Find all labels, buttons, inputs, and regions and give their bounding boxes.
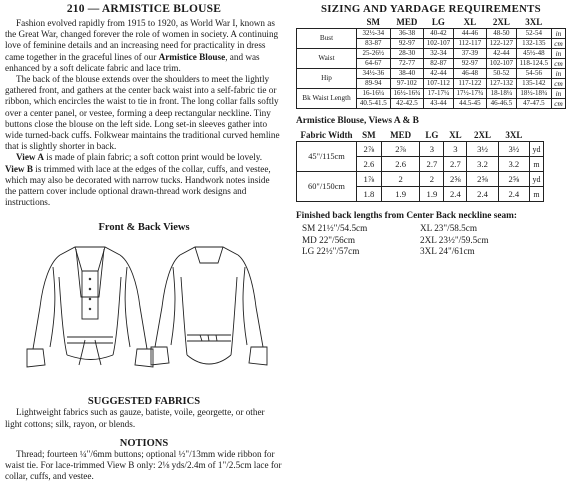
- yardage-header-blank: [530, 129, 544, 142]
- sizing-header-row: [297, 16, 566, 29]
- view-a-text: is made of plain fabric; a soft cotton print would be lovely.: [43, 152, 263, 163]
- fabrics-text: Lightweight fabrics such as gauze, batiste, voile, georgette, or other light cottons; silk, rayon, or blends.: [5, 407, 265, 429]
- unit-cell: yd: [530, 172, 544, 187]
- table-cell: 3½: [498, 142, 529, 157]
- table-cell: 43-44: [424, 99, 453, 109]
- table-cell: 42-44: [487, 49, 516, 59]
- table-cell: 2.7: [444, 157, 467, 172]
- table-cell: 16½-16¾: [390, 89, 424, 99]
- fabrics-heading: SUGGESTED FABRICS: [87, 396, 201, 408]
- intro-text-bold: Armistice Blouse: [158, 51, 226, 62]
- table-cell: 2.4: [498, 187, 529, 202]
- table-cell: 47-47.5: [516, 99, 551, 109]
- table-cell: 3: [420, 142, 444, 157]
- unit-cell: in: [552, 89, 566, 99]
- fabric-title: Armistice Blouse, Views A & B: [296, 116, 419, 126]
- table-cell: 34½-36: [357, 69, 391, 79]
- table-cell: 46-48: [453, 69, 487, 79]
- intro-paragraph: [5, 18, 283, 74]
- table-cell: 32-34: [424, 49, 453, 59]
- table-cell: 3.2: [498, 157, 529, 172]
- table-cell: 2.4: [467, 187, 498, 202]
- table-cell: 2⅝: [467, 172, 498, 187]
- unit-cell: in: [552, 49, 566, 59]
- list-item: SM 21½"/54.5cm: [302, 223, 368, 233]
- table-cell: 44.5-45: [453, 99, 487, 109]
- table-cell: 92-97: [453, 59, 487, 69]
- table-cell: 1.9: [381, 187, 420, 202]
- list-item: 2XL 23½"/59.5cm: [420, 234, 489, 245]
- size-header: 3XL: [505, 130, 523, 140]
- size-header: 2XL: [474, 130, 492, 140]
- view-b-text: is trimmed with lace at the edges of the collar, cuffs, and vestee, which may also be decorated with narrow tucks. Handwork notes inside the pattern cover include optional drawn-thread work designs and instructions.: [5, 163, 271, 208]
- table-cell: 102-107: [424, 39, 453, 49]
- description-paragraph: The back of the blouse extends over the shoulders to meet the lightly gathered front, and gathers at the center back waist into a self-fabric tie or ribbon, which encircles the waist to tie in front. The long collar falls softly over a center panel, or vestee, forming a deep rectangular neckline. Tiny buttons close the blouse on the left side. Long set-in sleeves gather into wide turned-back cuffs. Folkwear maintains the traditional curved hemline that is slightly shorter in back.: [5, 74, 280, 152]
- fabric-width-header: Fabric Width: [300, 130, 353, 140]
- table-cell: 1.9: [420, 187, 444, 202]
- table-cell: 44-46: [453, 29, 487, 39]
- back-lengths-list: [296, 223, 566, 258]
- table-cell: 122-127: [487, 39, 516, 49]
- table-cell: 3½: [467, 142, 498, 157]
- sizing-table: [296, 16, 566, 109]
- table-row: [297, 29, 566, 39]
- table-cell: 50-52: [487, 69, 516, 79]
- size-header: XL: [449, 130, 462, 140]
- table-cell: 40-42: [424, 29, 453, 39]
- table-cell: 2⅝: [444, 172, 467, 187]
- table-cell: 112-117: [453, 39, 487, 49]
- table-row: [297, 142, 544, 157]
- table-cell: 36-38: [390, 29, 424, 39]
- row-label: 45"/115cm: [297, 142, 357, 172]
- size-header: LG: [431, 17, 445, 27]
- table-cell: 46-46.5: [487, 99, 516, 109]
- intro-text-a: Fashion evolved rapidly from 1915 to 1920, as World War I, known as the Great War, changed forever the role of women in society. A continuing love of feminine details and an increasing need for practicality in dress came together in the graceful lines of our: [5, 18, 279, 62]
- row-label: 60"/150cm: [297, 172, 357, 202]
- table-cell: 102-107: [487, 59, 516, 69]
- table-row: [297, 172, 544, 187]
- size-header: SM: [366, 17, 381, 27]
- table-cell: 2: [420, 172, 444, 187]
- table-cell: 2.6: [357, 157, 382, 172]
- table-cell: 1⅞: [357, 172, 382, 187]
- view-b-label: View B: [5, 163, 33, 174]
- unit-cell: cm: [552, 59, 566, 69]
- table-cell: 127-132: [487, 79, 516, 89]
- table-cell: 2⅞: [357, 142, 382, 157]
- table-cell: 2: [381, 172, 420, 187]
- size-header: XL: [463, 17, 477, 27]
- table-cell: 48-50: [487, 29, 516, 39]
- table-cell: 2.6: [381, 157, 420, 172]
- table-row: [297, 69, 566, 79]
- size-header: MED: [396, 17, 418, 27]
- table-cell: 17-17¼: [424, 89, 453, 99]
- yardage-table: [296, 129, 544, 202]
- table-cell: 25-26½: [357, 49, 391, 59]
- row-label: Waist: [297, 49, 357, 69]
- table-row: [297, 89, 566, 99]
- table-cell: 45½-48: [516, 49, 551, 59]
- table-cell: 28-30: [390, 49, 424, 59]
- table-cell: 17½-17¾: [453, 89, 487, 99]
- table-cell: 117-122: [453, 79, 487, 89]
- size-header: 3XL: [525, 17, 543, 27]
- table-cell: 3.2: [467, 157, 498, 172]
- table-cell: 40.5-41.5: [357, 99, 391, 109]
- table-cell: 16-16¼: [357, 89, 391, 99]
- unit-cell: in: [552, 29, 566, 39]
- notions-text: Thread; fourteen ¼"/6mm buttons; optional ½"/13mm wide ribbon for waist tie. For lace-trimmed View B only: 2⅛ yds/2.4m of 1"/2.5cm lace for collar, cuffs, and vestee.: [5, 448, 282, 482]
- unit-cell: cm: [552, 99, 566, 109]
- unit-cell: in: [552, 69, 566, 79]
- table-cell: 64-67: [357, 59, 391, 69]
- table-cell: 52-54: [516, 29, 551, 39]
- intro-text-b: , and was enhanced by a soft delicate fabric and lace trim.: [5, 51, 260, 73]
- notions-heading: NOTIONS: [119, 437, 169, 449]
- row-label: Hip: [297, 69, 357, 89]
- unit-cell: m: [530, 187, 544, 202]
- blouse-drawing-icon: [5, 237, 283, 392]
- unit-cell: m: [530, 157, 544, 172]
- table-cell: 54-56: [516, 69, 551, 79]
- size-header: MED: [390, 130, 412, 140]
- table-cell: 2.4: [444, 187, 467, 202]
- view-a-label: View A: [16, 152, 44, 163]
- table-cell: 2⅝: [498, 172, 529, 187]
- blouse-illustration: [5, 237, 283, 392]
- unit-cell: yd: [530, 142, 544, 157]
- unit-cell: cm: [552, 79, 566, 89]
- yardage-header-row: [297, 129, 544, 142]
- list-item: 3XL 24"/61cm: [420, 246, 475, 256]
- table-cell: 18-18¼: [487, 89, 516, 99]
- table-cell: 32½-34: [357, 29, 391, 39]
- size-header: LG: [425, 130, 439, 140]
- sizing-title: SIZING AND YARDAGE REQUIREMENTS: [321, 3, 541, 15]
- table-cell: 37-39: [453, 49, 487, 59]
- unit-cell: cm: [552, 39, 566, 49]
- back-lengths-title: Finished back lengths from Center Back neckline seam:: [296, 211, 517, 221]
- table-cell: 89-94: [357, 79, 391, 89]
- table-cell: 42-42.5: [390, 99, 424, 109]
- list-item: XL 23"/58.5cm: [420, 223, 477, 233]
- sizing-header-blank: [297, 16, 357, 29]
- table-cell: 132-135: [516, 39, 551, 49]
- table-cell: 42-44: [424, 69, 453, 79]
- table-cell: 72-77: [390, 59, 424, 69]
- views-paragraph: [5, 152, 283, 208]
- row-label: Bk Waist Length: [297, 89, 357, 109]
- table-cell: 82-87: [424, 59, 453, 69]
- table-cell: 18½-18¾: [516, 89, 551, 99]
- list-item: MD 22"/56cm: [302, 234, 356, 245]
- left-column: [5, 3, 283, 482]
- table-cell: 2⅞: [381, 142, 420, 157]
- table-cell: 97-102: [390, 79, 424, 89]
- list-item: LG 22½"/57cm: [302, 246, 360, 256]
- table-cell: 38-40: [390, 69, 424, 79]
- table-cell: 83-87: [357, 39, 391, 49]
- table-cell: 1.8: [357, 187, 382, 202]
- size-header: SM: [362, 130, 376, 140]
- table-cell: 3: [444, 142, 467, 157]
- row-label: Bust: [297, 29, 357, 49]
- table-cell: 92-97: [390, 39, 424, 49]
- size-header: 2XL: [492, 17, 510, 27]
- pattern-title: 210 — ARMISTICE BLOUSE: [66, 3, 222, 15]
- views-heading: Front & Back Views: [98, 222, 190, 234]
- right-column: [296, 3, 566, 258]
- table-cell: 107-112: [424, 79, 453, 89]
- table-row: [297, 49, 566, 59]
- table-cell: 135-142: [516, 79, 551, 89]
- sizing-header-blank: [552, 16, 566, 29]
- table-cell: 118-124.5: [516, 59, 551, 69]
- table-cell: 2.7: [420, 157, 444, 172]
